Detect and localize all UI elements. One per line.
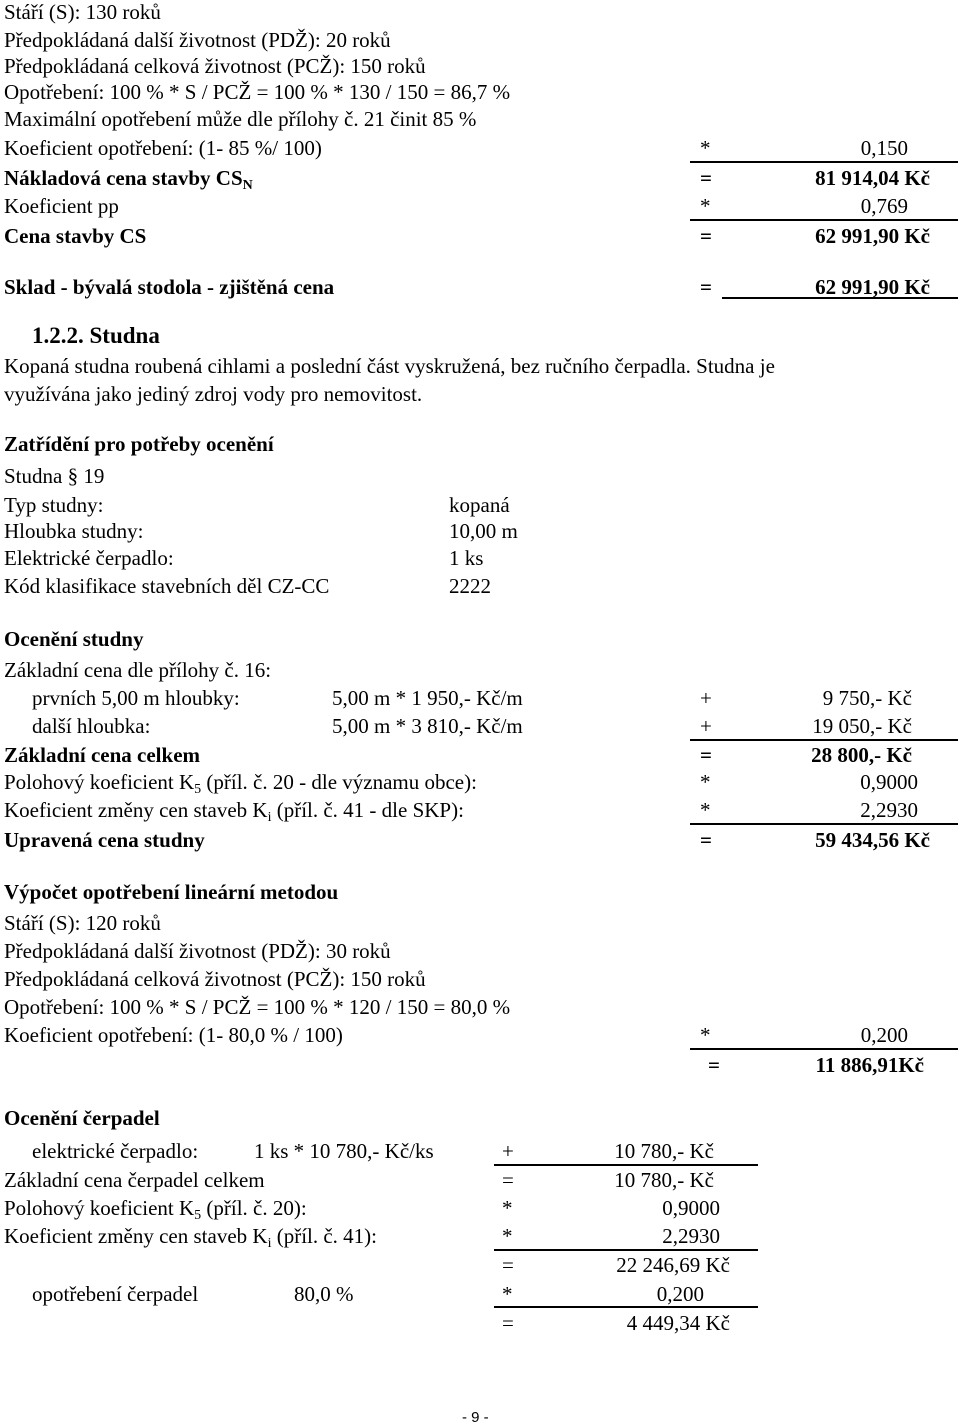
price-op: = bbox=[700, 224, 712, 248]
depreciation-result-value: 11 886,91Kč bbox=[815, 1053, 924, 1077]
next-depth-op: + bbox=[700, 714, 712, 738]
classification-ref: Studna § 19 bbox=[4, 464, 105, 488]
sum-line bbox=[494, 1306, 758, 1308]
el-pump-value: 10 780,- Kč bbox=[614, 1139, 714, 1163]
prop-label: Elektrické čerpadlo: bbox=[4, 546, 174, 570]
prop-value: 10,00 m bbox=[449, 519, 518, 543]
first-depth-op: + bbox=[700, 686, 712, 710]
pumps-subtotal-value: 22 246,69 Kč bbox=[616, 1253, 730, 1277]
wear-coef-op: * bbox=[700, 1023, 711, 1047]
wear-coef-value: 0,150 bbox=[860, 136, 908, 160]
underline bbox=[722, 297, 958, 299]
age-line: Stáří (S): 130 roků bbox=[4, 0, 161, 24]
sum-line bbox=[690, 161, 958, 163]
remaining-life-line: Předpokládaná další životnost (PDŽ): 30 roků bbox=[4, 939, 391, 963]
total-life-line: Předpokládaná celková životnost (PCŽ): 150 roků bbox=[4, 54, 426, 78]
pumps-base-label: Základní cena čerpadel celkem bbox=[4, 1168, 265, 1192]
ki-label: Koeficient změny cen staveb $K_i$ (příl. č. 41 - dle SKP): bbox=[4, 798, 464, 825]
prop-label: Typ studny: bbox=[4, 493, 104, 517]
remaining-life-line: Předpokládaná další životnost (PDŽ): 20 roků bbox=[4, 28, 391, 52]
valuation-heading: Ocenění studny bbox=[4, 627, 144, 651]
adjusted-price-value: 59 434,56 Kč bbox=[815, 828, 930, 852]
pumps-k5-value: 0,9000 bbox=[662, 1196, 720, 1220]
pumps-final-value: 4 449,34 Kč bbox=[626, 1311, 730, 1335]
found-price-op: = bbox=[700, 275, 712, 299]
prop-value: kopaná bbox=[449, 493, 510, 517]
next-depth-calc: 5,00 m * 3 810,- Kč/m bbox=[332, 714, 523, 738]
sum-line bbox=[690, 739, 958, 741]
pp-value: 0,769 bbox=[860, 194, 908, 218]
el-pump-label: elektrické čerpadlo: bbox=[32, 1139, 199, 1163]
wear-coef-label: Koeficient opotřebení: (1- 85 %/ 100) bbox=[4, 136, 322, 160]
sum-line bbox=[690, 219, 958, 221]
pumps-base-op: = bbox=[502, 1168, 514, 1192]
found-price-value: 62 991,90 Kč bbox=[815, 275, 930, 299]
adjusted-price-op: = bbox=[700, 828, 712, 852]
well-description: Kopaná studna roubená cihlami a poslední část vyskružená, bez ručního čerpadla. Studna je bbox=[4, 354, 775, 378]
pumps-wear-pct: 80,0 % bbox=[294, 1282, 354, 1306]
wear-formula-line: Opotřebení: 100 % * S / PCŽ = 100 % * 130 / 150 = 86,7 % bbox=[4, 80, 511, 104]
pumps-wear-value: 0,200 bbox=[656, 1282, 704, 1306]
first-depth-calc: 5,00 m * 1 950,- Kč/m bbox=[332, 686, 523, 710]
base-total-op: = bbox=[700, 743, 712, 767]
k5-label: Polohový koeficient $K_5$ (příl. č. 20 - dle významu obce): bbox=[4, 770, 477, 797]
base-price-intro: Základní cena dle přílohy č. 16: bbox=[4, 658, 272, 682]
first-depth-label: prvních 5,00 m hloubky: bbox=[32, 686, 240, 710]
first-depth-value: 9 750,- Kč bbox=[822, 686, 912, 710]
sum-line bbox=[494, 1164, 758, 1166]
wear-coef-value: 0,200 bbox=[860, 1023, 908, 1047]
sum-line bbox=[690, 823, 958, 825]
pumps-base-value: 10 780,- Kč bbox=[614, 1168, 714, 1192]
pumps-final-op: = bbox=[502, 1311, 514, 1335]
max-wear-line: Maximální opotřebení může dle přílohy č. 21 činit 85 % bbox=[4, 107, 477, 131]
el-pump-op: + bbox=[502, 1139, 514, 1163]
classification-heading: Zatřídění pro potřeby ocenění bbox=[4, 432, 274, 456]
prop-label: Hloubka studny: bbox=[4, 519, 144, 543]
pp-op: * bbox=[700, 194, 711, 218]
pumps-ki-op: * bbox=[502, 1224, 513, 1248]
pumps-wear-op: * bbox=[502, 1282, 513, 1306]
pumps-k5-op: * bbox=[502, 1196, 513, 1220]
prop-label: Kód klasifikace stavebních děl CZ-CC bbox=[4, 574, 330, 598]
pp-label: Koeficient pp bbox=[4, 194, 119, 218]
sum-line bbox=[690, 1048, 958, 1050]
pumps-wear-label: opotřebení čerpadel bbox=[32, 1282, 199, 1306]
age-line: Stáří (S): 120 roků bbox=[4, 911, 161, 935]
total-life-line: Předpokládaná celková životnost (PCŽ): 150 roků bbox=[4, 967, 426, 991]
pumps-ki-label: Koeficient změny cen staveb $K_i$ (příl. č. 41): bbox=[4, 1224, 378, 1251]
prop-value: 2222 bbox=[449, 574, 491, 598]
next-depth-value: 19 050,- Kč bbox=[812, 714, 912, 738]
pumps-heading: Ocenění čerpadel bbox=[4, 1106, 160, 1130]
page-number: - 9 - bbox=[462, 1409, 489, 1426]
el-pump-calc: 1 ks * 10 780,- Kč/ks bbox=[254, 1139, 434, 1163]
wear-formula-line: Opotřebení: 100 % * S / PCŽ = 100 % * 120 / 150 = 80,0 % bbox=[4, 995, 511, 1019]
sum-line bbox=[494, 1249, 758, 1251]
cost-op: = bbox=[700, 166, 712, 190]
price-label: Cena stavby CS bbox=[4, 224, 147, 248]
adjusted-price-label: Upravená cena studny bbox=[4, 828, 205, 852]
cost-label: Nákladová cena stavby $CS_N$ bbox=[4, 166, 253, 193]
ki-op: * bbox=[700, 798, 711, 822]
pumps-ki-value: 2,2930 bbox=[662, 1224, 720, 1248]
wear-coef-label: Koeficient opotřebení: (1- 80,0 % / 100) bbox=[4, 1023, 343, 1047]
depreciation-result-op: = bbox=[708, 1053, 720, 1077]
price-value: 62 991,90 Kč bbox=[815, 224, 930, 248]
cost-value: 81 914,04 Kč bbox=[815, 166, 930, 190]
next-depth-label: další hloubka: bbox=[32, 714, 151, 738]
wear-coef-op: * bbox=[700, 136, 711, 160]
depreciation-heading: Výpočet opotřebení lineární metodou bbox=[4, 880, 339, 904]
prop-value: 1 ks bbox=[449, 546, 484, 570]
section-heading: 1.2.2. Studna bbox=[32, 323, 160, 348]
pumps-subtotal-op: = bbox=[502, 1253, 514, 1277]
k5-op: * bbox=[700, 770, 711, 794]
found-price-label: Sklad - bývalá stodola - zjištěná cena bbox=[4, 275, 335, 299]
pumps-k5-label: Polohový koeficient $K_5$ (příl. č. 20): bbox=[4, 1196, 307, 1223]
ki-value: 2,2930 bbox=[860, 798, 918, 822]
well-description: využívána jako jediný zdroj vody pro nemovitost. bbox=[4, 382, 423, 406]
base-total-value: 28 800,- Kč bbox=[811, 743, 912, 767]
base-total-label: Základní cena celkem bbox=[4, 743, 201, 767]
k5-value: 0,9000 bbox=[860, 770, 918, 794]
